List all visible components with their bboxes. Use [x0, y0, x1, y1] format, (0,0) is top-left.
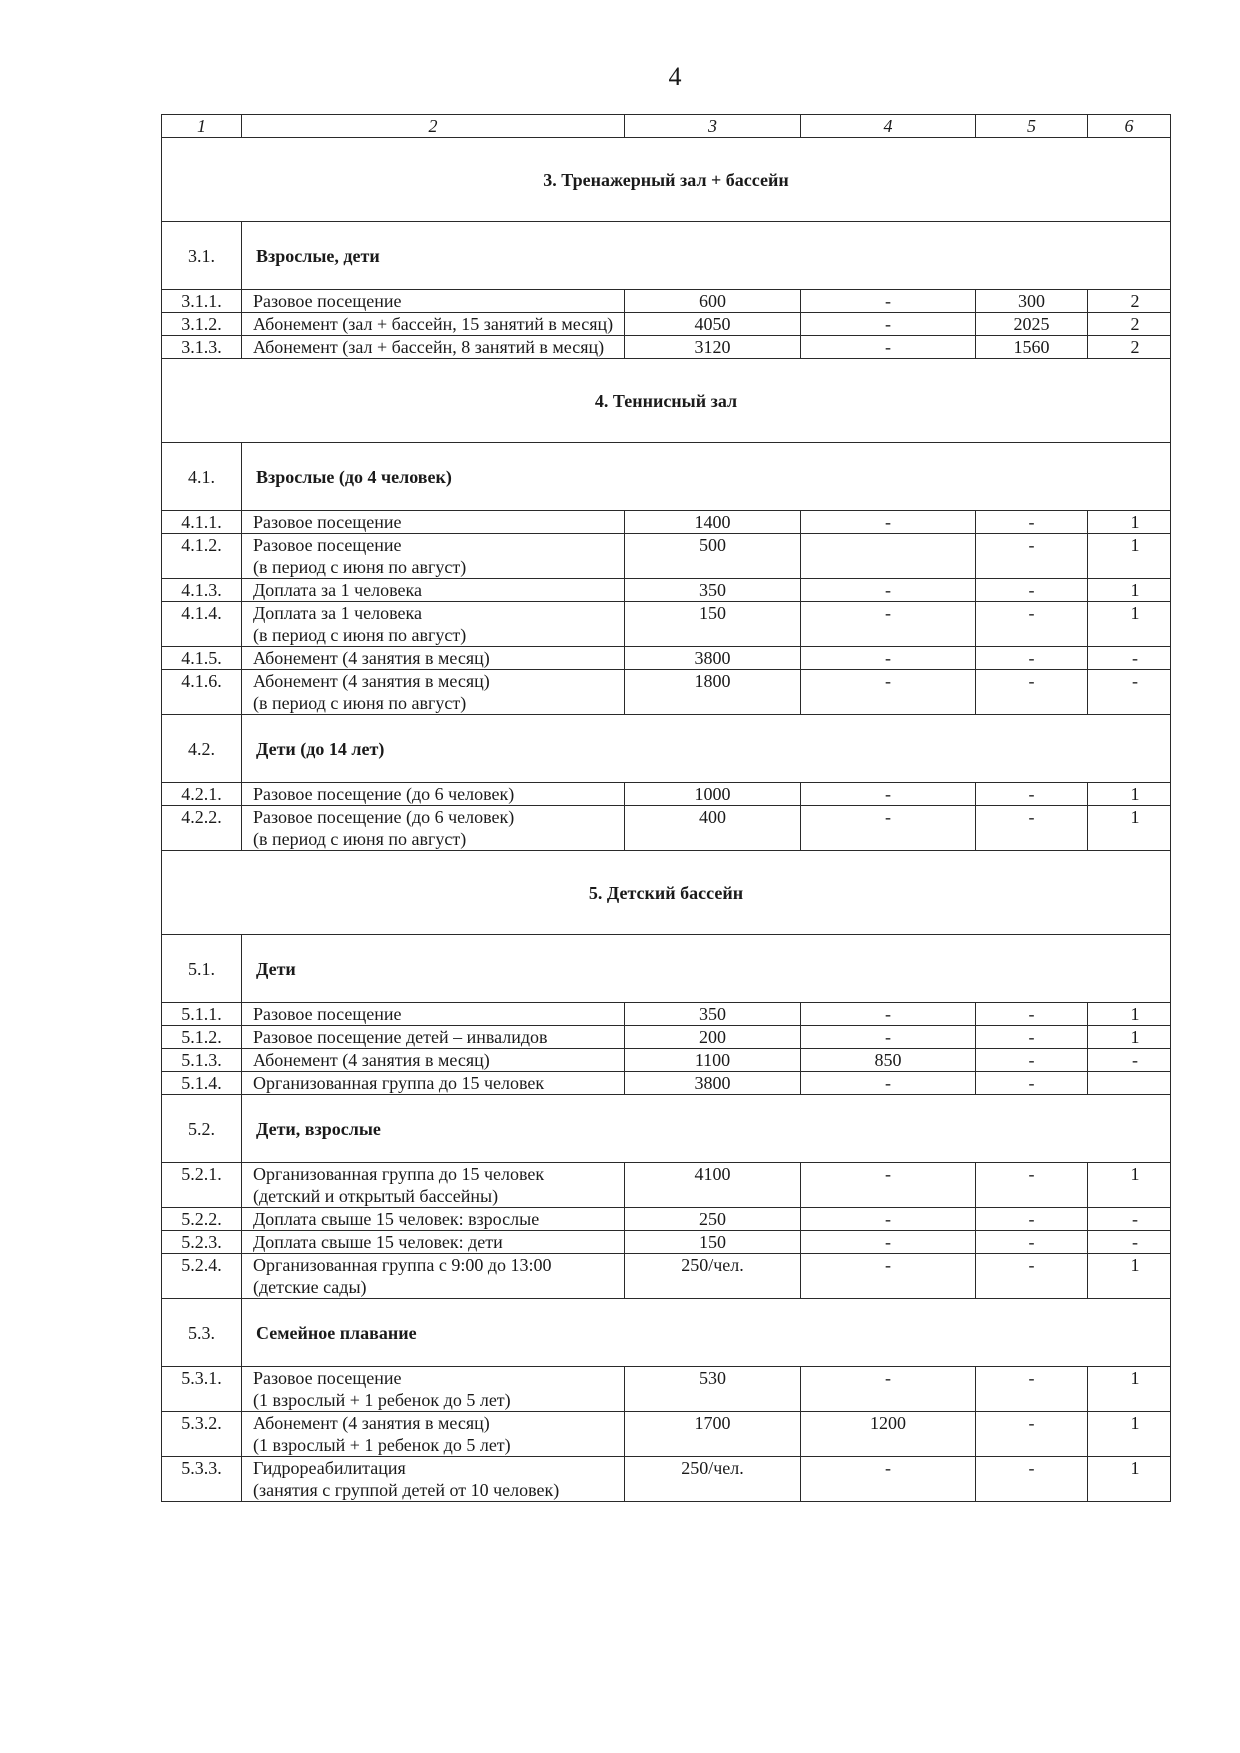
table-row: [162, 1072, 1171, 1095]
row-number: 4.1.6.: [162, 670, 242, 715]
subsection-title: Взрослые (до 4 человек): [242, 443, 1171, 511]
row-number: 4.1.1.: [162, 511, 242, 534]
row-number: 5.3.2.: [162, 1412, 242, 1457]
table-row: [162, 1049, 1171, 1072]
row-col5-value: -: [976, 670, 1088, 715]
column-number: 6: [1088, 115, 1171, 138]
row-service-name: Разовое посещение: [242, 1003, 625, 1026]
row-service-name: Абонемент (4 занятия в месяц) (1 взрослый + 1 ребенок до 5 лет): [242, 1412, 625, 1457]
row-col4-value: -: [801, 1003, 976, 1026]
row-col4-value: -: [801, 290, 976, 313]
row-col4-value: -: [801, 783, 976, 806]
row-number: 3.1.2.: [162, 313, 242, 336]
row-price: 200: [625, 1026, 801, 1049]
row-col6-value: 1: [1088, 1003, 1171, 1026]
table-row: [162, 1457, 1171, 1502]
table-row: [162, 602, 1171, 647]
row-price: 350: [625, 579, 801, 602]
subsection-title: Семейное плавание: [242, 1299, 1171, 1367]
column-number: 3: [625, 115, 801, 138]
row-col4-value: -: [801, 1163, 976, 1208]
row-col6-value: 1: [1088, 1412, 1171, 1457]
page-number: 4: [668, 62, 682, 91]
subsection-title: Дети, взрослые: [242, 1095, 1171, 1163]
row-price: 530: [625, 1367, 801, 1412]
subsection-number: 5.2.: [162, 1095, 242, 1163]
row-col6-value: 2: [1088, 313, 1171, 336]
row-service-name: Абонемент (4 занятия в месяц): [242, 647, 625, 670]
table-row: [162, 1026, 1171, 1049]
row-number: 5.1.1.: [162, 1003, 242, 1026]
row-price: 150: [625, 602, 801, 647]
row-number: 3.1.3.: [162, 336, 242, 359]
table-row: [162, 783, 1171, 806]
row-col4-value: 1200: [801, 1412, 976, 1457]
subsection-number: 5.1.: [162, 935, 242, 1003]
row-service-name: Организованная группа до 15 человек (детский и открытый бассейны): [242, 1163, 625, 1208]
row-service-name: Доплата свыше 15 человек: взрослые: [242, 1208, 625, 1231]
table-row: [162, 647, 1171, 670]
row-col4-value: -: [801, 1367, 976, 1412]
row-service-name: Организованная группа с 9:00 до 13:00 (детские сады): [242, 1254, 625, 1299]
row-col5-value: -: [976, 1367, 1088, 1412]
row-col5-value: -: [976, 1412, 1088, 1457]
row-col6-value: 1: [1088, 1367, 1171, 1412]
row-service-name: Абонемент (зал + бассейн, 8 занятий в месяц): [242, 336, 625, 359]
row-number: 4.1.5.: [162, 647, 242, 670]
row-col5-value: -: [976, 1231, 1088, 1254]
row-price: 1800: [625, 670, 801, 715]
row-number: 5.3.1.: [162, 1367, 242, 1412]
row-col4-value: -: [801, 602, 976, 647]
row-col4-value: -: [801, 1026, 976, 1049]
section-header-row: [162, 851, 1171, 935]
table-row: [162, 290, 1171, 313]
table-row: [162, 1231, 1171, 1254]
row-price: 250/чел.: [625, 1254, 801, 1299]
row-service-name: Разовое посещение: [242, 290, 625, 313]
row-col6-value: 2: [1088, 336, 1171, 359]
row-price: 400: [625, 806, 801, 851]
row-service-name: Организованная группа до 15 человек: [242, 1072, 625, 1095]
subsection-number: 5.3.: [162, 1299, 242, 1367]
table-row: [162, 1254, 1171, 1299]
row-col5-value: -: [976, 534, 1088, 579]
row-col5-value: -: [976, 1072, 1088, 1095]
row-col6-value: -: [1088, 647, 1171, 670]
row-service-name: Разовое посещение (до 6 человек) (в период с июня по август): [242, 806, 625, 851]
row-price: 3120: [625, 336, 801, 359]
row-service-name: Доплата за 1 человека (в период с июня по август): [242, 602, 625, 647]
column-number: 1: [162, 115, 242, 138]
row-price: 500: [625, 534, 801, 579]
row-col6-value: 2: [1088, 290, 1171, 313]
row-col6-value: 1: [1088, 1026, 1171, 1049]
row-col6-value: -: [1088, 1208, 1171, 1231]
subsection-title: Дети: [242, 935, 1171, 1003]
section-title: 5. Детский бассейн: [162, 851, 1171, 935]
row-col4-value: -: [801, 1254, 976, 1299]
row-number: 4.2.2.: [162, 806, 242, 851]
row-col5-value: -: [976, 579, 1088, 602]
row-number: 5.1.2.: [162, 1026, 242, 1049]
row-col4-value: -: [801, 670, 976, 715]
row-col6-value: 1: [1088, 806, 1171, 851]
row-number: 4.1.2.: [162, 534, 242, 579]
table-row: [162, 313, 1171, 336]
row-col6-value: 1: [1088, 1163, 1171, 1208]
table-row: [162, 670, 1171, 715]
row-col4-value: -: [801, 1208, 976, 1231]
row-col4-value: -: [801, 313, 976, 336]
row-col5-value: -: [976, 806, 1088, 851]
row-price: 1000: [625, 783, 801, 806]
row-col6-value: 1: [1088, 783, 1171, 806]
row-col4-value: -: [801, 579, 976, 602]
row-price: 350: [625, 1003, 801, 1026]
row-col5-value: -: [976, 783, 1088, 806]
row-number: 4.2.1.: [162, 783, 242, 806]
table-row: [162, 511, 1171, 534]
tariff-table: [161, 114, 1171, 1502]
subsection-row: [162, 1095, 1171, 1163]
row-col5-value: 1560: [976, 336, 1088, 359]
row-price: 1100: [625, 1049, 801, 1072]
table-row: [162, 1003, 1171, 1026]
row-col6-value: 1: [1088, 534, 1171, 579]
table-row: [162, 579, 1171, 602]
section-header-row: [162, 359, 1171, 443]
row-col4-value: -: [801, 1072, 976, 1095]
row-col5-value: -: [976, 1163, 1088, 1208]
row-service-name: Доплата свыше 15 человек: дети: [242, 1231, 625, 1254]
table-row: [162, 1163, 1171, 1208]
section-title: 4. Теннисный зал: [162, 359, 1171, 443]
row-number: 4.1.4.: [162, 602, 242, 647]
subsection-row: [162, 935, 1171, 1003]
row-service-name: Абонемент (зал + бассейн, 15 занятий в месяц): [242, 313, 625, 336]
table-row: [162, 1208, 1171, 1231]
row-price: 3800: [625, 1072, 801, 1095]
row-col6-value: 1: [1088, 1457, 1171, 1502]
row-col6-value: 1: [1088, 579, 1171, 602]
column-number: 5: [976, 115, 1088, 138]
subsection-title: Дети (до 14 лет): [242, 715, 1171, 783]
row-number: 5.2.3.: [162, 1231, 242, 1254]
row-col4-value: -: [801, 1231, 976, 1254]
row-price: 600: [625, 290, 801, 313]
row-col5-value: -: [976, 647, 1088, 670]
row-col6-value: [1088, 1072, 1171, 1095]
row-col5-value: -: [976, 1457, 1088, 1502]
row-price: 150: [625, 1231, 801, 1254]
row-number: 5.2.4.: [162, 1254, 242, 1299]
section-title: 3. Тренажерный зал + бассейн: [162, 138, 1171, 222]
row-service-name: Абонемент (4 занятия в месяц): [242, 1049, 625, 1072]
row-price: 250: [625, 1208, 801, 1231]
row-col4-value: -: [801, 336, 976, 359]
row-col5-value: -: [976, 602, 1088, 647]
subsection-row: [162, 1299, 1171, 1367]
row-col4-value: [801, 534, 976, 579]
row-col6-value: -: [1088, 670, 1171, 715]
row-price: 1700: [625, 1412, 801, 1457]
row-service-name: Разовое посещение (до 6 человек): [242, 783, 625, 806]
row-col4-value: -: [801, 1457, 976, 1502]
row-service-name: Абонемент (4 занятия в месяц) (в период с июня по август): [242, 670, 625, 715]
row-number: 4.1.3.: [162, 579, 242, 602]
row-col4-value: -: [801, 511, 976, 534]
row-col4-value: -: [801, 647, 976, 670]
subsection-number: 3.1.: [162, 222, 242, 290]
row-col4-value: 850: [801, 1049, 976, 1072]
row-col6-value: -: [1088, 1231, 1171, 1254]
column-number: 2: [242, 115, 625, 138]
row-number: 5.2.2.: [162, 1208, 242, 1231]
row-col6-value: 1: [1088, 511, 1171, 534]
row-number: 5.2.1.: [162, 1163, 242, 1208]
row-price: 250/чел.: [625, 1457, 801, 1502]
row-number: 3.1.1.: [162, 290, 242, 313]
table-row: [162, 336, 1171, 359]
subsection-row: [162, 443, 1171, 511]
row-col5-value: -: [976, 1003, 1088, 1026]
subsection-number: 4.1.: [162, 443, 242, 511]
table-row: [162, 534, 1171, 579]
row-col5-value: -: [976, 511, 1088, 534]
row-col5-value: -: [976, 1254, 1088, 1299]
row-col5-value: -: [976, 1026, 1088, 1049]
row-col6-value: 1: [1088, 602, 1171, 647]
subsection-row: [162, 715, 1171, 783]
row-price: 3800: [625, 647, 801, 670]
row-col5-value: 300: [976, 290, 1088, 313]
table-row: [162, 1412, 1171, 1457]
row-col4-value: -: [801, 806, 976, 851]
row-number: 5.1.4.: [162, 1072, 242, 1095]
subsection-number: 4.2.: [162, 715, 242, 783]
row-number: 5.3.3.: [162, 1457, 242, 1502]
subsection-row: [162, 222, 1171, 290]
row-col6-value: -: [1088, 1049, 1171, 1072]
row-price: 4100: [625, 1163, 801, 1208]
subsection-title: Взрослые, дети: [242, 222, 1171, 290]
row-price: 1400: [625, 511, 801, 534]
row-service-name: Доплата за 1 человека: [242, 579, 625, 602]
table-row: [162, 1367, 1171, 1412]
row-service-name: Гидрореабилитация (занятия с группой детей от 10 человек): [242, 1457, 625, 1502]
row-service-name: Разовое посещение (1 взрослый + 1 ребенок до 5 лет): [242, 1367, 625, 1412]
row-service-name: Разовое посещение: [242, 511, 625, 534]
row-col5-value: -: [976, 1049, 1088, 1072]
column-number-row: [162, 115, 1171, 138]
section-header-row: [162, 138, 1171, 222]
row-col6-value: 1: [1088, 1254, 1171, 1299]
column-number: 4: [801, 115, 976, 138]
row-service-name: Разовое посещение детей – инвалидов: [242, 1026, 625, 1049]
row-col5-value: -: [976, 1208, 1088, 1231]
row-number: 5.1.3.: [162, 1049, 242, 1072]
row-price: 4050: [625, 313, 801, 336]
row-col5-value: 2025: [976, 313, 1088, 336]
table-row: [162, 806, 1171, 851]
row-service-name: Разовое посещение (в период с июня по август): [242, 534, 625, 579]
